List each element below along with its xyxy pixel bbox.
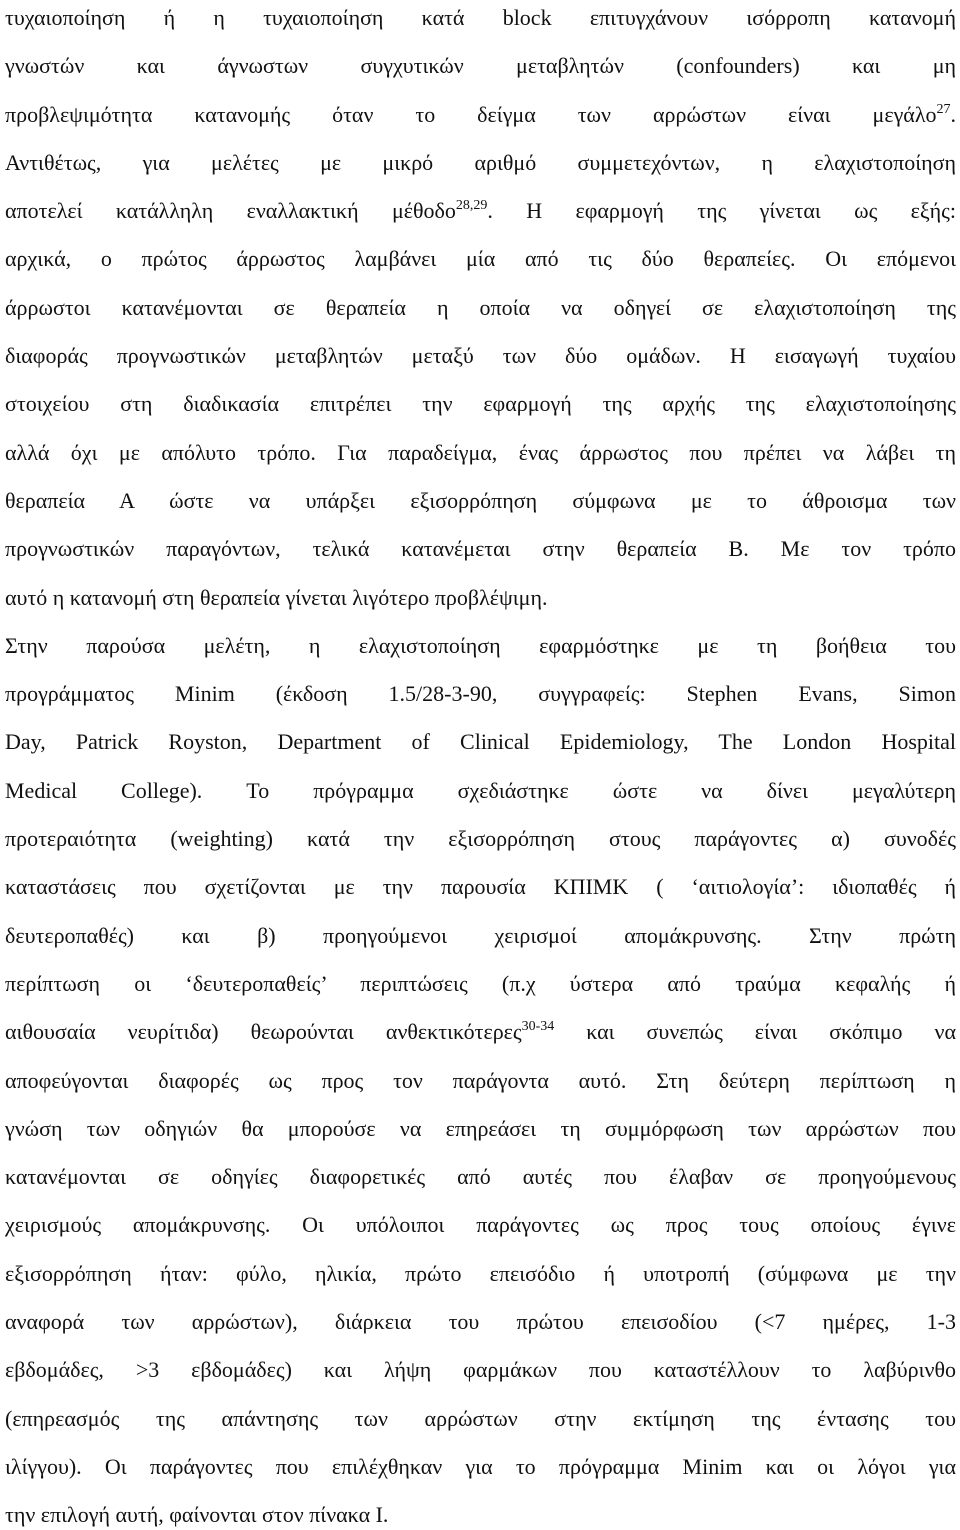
text-line: θεραπεία Α ώστε να υπάρξει εξισορρόπηση σύμφωνα με το άθροισμα των [5, 487, 956, 513]
line-text: . [950, 101, 956, 127]
paragraph-last-line: αυτό η κατανομή στη θεραπεία γίνεται λιγότερο προβλέψιμη. [5, 584, 548, 610]
text-line [5, 187, 956, 235]
text-line: εξισορρόπηση ήταν: φύλο, ηλικία, πρώτο επεισόδιο ή υποτροπή (σύμφωνα με την [5, 1260, 956, 1286]
text-line: εβδομάδες, >3 εβδομάδες) και λήψη φαρμάκων που καταστέλλουν το λαβύρινθο [5, 1357, 956, 1383]
text-line: προγράμματος Minim (έκδοση 1.5/28-3-90, συγγραφείς: Stephen Evans, Simon [5, 681, 956, 707]
text-line: αλλά όχι με απόλυτο τρόπο. Για παραδείγμα, ένας άρρωστος που πρέπει να λάβει τη [5, 439, 956, 465]
text-line: γνωστών και άγνωστων συγχυτικών μεταβλητών (confounders) και μη [5, 53, 956, 79]
text-line: δευτεροπαθές) και β) προηγούμενοι χειρισμοί απομάκρυνσης. Στην πρώτη [5, 922, 956, 948]
line-text: αιθουσαία νευρίτιδα) θεωρούνται ανθεκτικότερες [5, 1019, 522, 1045]
body-text [5, 0, 956, 1530]
text-line: Day, Patrick Royston, Department of Clinical Epidemiology, The London Hospital [5, 729, 956, 755]
paragraph-last-line: την επιλογή αυτή, φαίνονται στον πίνακα Ι. [5, 1502, 389, 1528]
text-line: ιλίγγου). Οι παράγοντες που επιλέχθηκαν για το πρόγραμμα Minim και οι λόγοι για [5, 1453, 956, 1479]
text-line: άρρωστοι κατανέμονται σε θεραπεία η οποία να οδηγεί σε ελαχιστοποίηση της [5, 294, 956, 320]
line-text: . Η εφαρμογή της γίνεται ως εξής: [487, 198, 956, 224]
citation-superscript: 27 [936, 101, 951, 117]
citation-superscript: 28,29 [455, 198, 488, 214]
line-text: και συνεπώς είναι σκόπιμο να [554, 1019, 956, 1045]
text-line: κατανέμονται σε οδηγίες διαφορετικές από αυτές που έλαβαν σε προηγούμενους [5, 1164, 956, 1190]
citation-superscript: 30-34 [521, 1019, 555, 1035]
text-line: καταστάσεις που σχετίζονται με την παρουσία ΚΠΙΜΚ ( ‘αιτιολογία’: ιδιοπαθές ή [5, 874, 956, 900]
text-line: χειρισμούς απομάκρυνσης. Οι υπόλοιποι παράγοντες ως προς τους οποίους έγινε [5, 1212, 956, 1238]
text-line: περίπτωση οι ‘δευτεροπαθείς’ περιπτώσεις (π.χ ύστερα από τραύμα κεφαλής ή [5, 970, 956, 996]
text-line: προγνωστικών παραγόντων, τελικά κατανέμεται στην θεραπεία Β. Με τον τρόπο [5, 536, 956, 562]
text-line: αναφορά των αρρώστων), διάρκεια του πρώτου επεισοδίου (<7 ημέρες, 1-3 [5, 1309, 956, 1335]
text-line: τυχαιοποίηση ή η τυχαιοποίηση κατά block επιτυγχάνουν ισόρροπη κατανομή [5, 5, 956, 30]
text-line: Αντιθέτως, για μελέτες με μικρό αριθμό συμμετεχόντων, η ελαχιστοποίηση [5, 149, 956, 175]
text-line: (επηρεασμός της απάντησης των αρρώστων στην εκτίμηση της έντασης του [5, 1405, 956, 1431]
line-text: αποτελεί κατάλληλη εναλλακτική μέθοδο [5, 198, 456, 224]
text-line [5, 1008, 956, 1056]
text-line: προτεραιότητα (weighting) κατά την εξισορρόπηση στους παράγοντες α) συνοδές [5, 826, 956, 852]
text-line: γνώση των οδηγιών θα μπορούσε να επηρεάσει τη συμμόρφωση των αρρώστων που [5, 1115, 956, 1141]
text-line: Medical College). Το πρόγραμμα σχεδιάστηκε ώστε να δίνει μεγαλύτερη [5, 777, 956, 803]
text-line: Στην παρούσα μελέτη, η ελαχιστοποίηση εφαρμόστηκε με τη βοήθεια του [5, 632, 956, 658]
text-line [5, 91, 956, 139]
line-text: προβλεψιμότητα κατανομής όταν το δείγμα των αρρώστων είναι μεγάλο [5, 101, 937, 127]
text-line: διαφοράς προγνωστικών μεταβλητών μεταξύ των δύο ομάδων. Η εισαγωγή τυχαίου [5, 343, 956, 369]
text-line: στοιχείου στη διαδικασία επιτρέπει την εφαρμογή της αρχής της ελαχιστοποίησης [5, 391, 956, 417]
text-line: αποφεύγονται διαφορές ως προς τον παράγοντα αυτό. Στη δεύτερη περίπτωση η [5, 1067, 956, 1093]
text-line: αρχικά, ο πρώτος άρρωστος λαμβάνει μία από τις δύο θεραπείες. Οι επόμενοι [5, 246, 956, 272]
